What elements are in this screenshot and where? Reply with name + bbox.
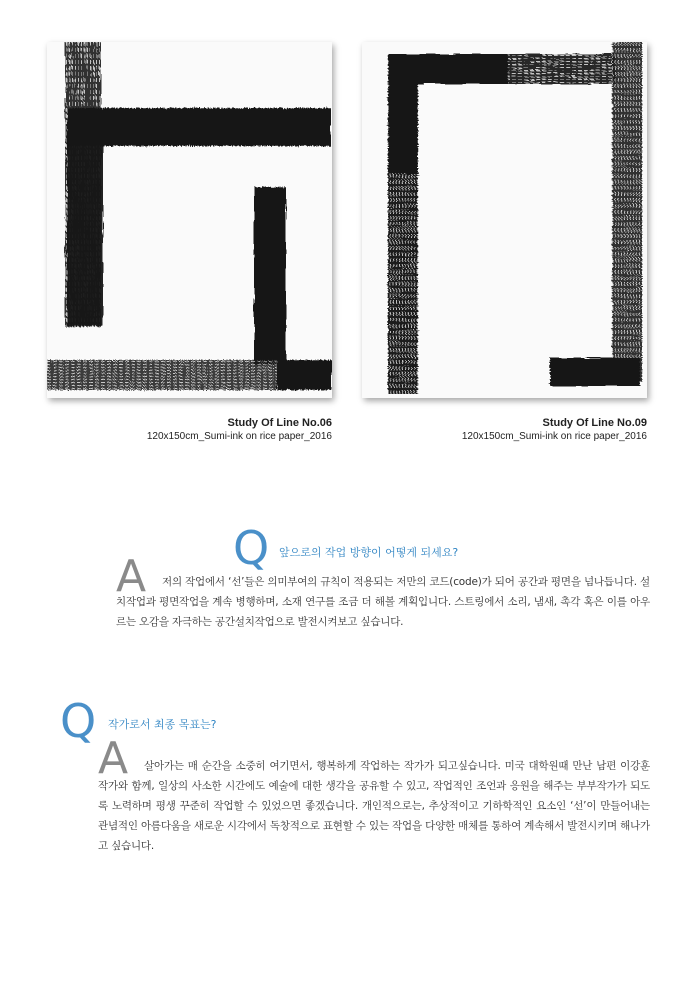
artwork-study-of-line-09 — [362, 42, 647, 398]
ink-painting-09 — [362, 42, 647, 398]
artwork-meta: 120x150cm_Sumi-ink on rice paper_2016 — [146, 431, 332, 442]
answer-text: 살아가는 매 순간을 소중히 여기면서, 행복하게 작업하는 작가가 되고싶습니다. 미국 대학원때 만난 남편 이강훈 작가와 함께, 일상의 사소한 시간에도 예술에 대한 생각을 공유할 수 있고, 작업적인 조언과 응원을 해주는 부부작가가 되도록 노력하며 평생 꾸준히 작업할 수 있었으면 좋겠습니다. 개인적으로는, 추상적이고 기하학적인 요소인 ‘선’이 만들어내는 관념적인 아름다움을 새로운 시각에서 독창적으로 표현할 수 있는 작업을 다양한 매체를 통하여 계속해서 발전시키며 해나가고 싶습니다. — [98, 760, 650, 852]
answer-paragraph — [116, 572, 650, 632]
question-marker: Q — [233, 521, 270, 575]
artwork-meta: 120x150cm_Sumi-ink on rice paper_2016 — [461, 431, 647, 442]
artwork-title: Study Of Line No.06 — [227, 417, 332, 429]
question-text: 앞으로의 작업 방향이 어떻게 되세요? — [279, 546, 459, 559]
question-text: 작가로서 최종 목표는? — [108, 718, 217, 731]
question-marker: Q — [60, 694, 97, 748]
answer-marker: A — [98, 733, 129, 784]
artwork-caption-06 — [32, 416, 332, 443]
artwork-caption-09 — [347, 416, 647, 443]
artwork-study-of-line-06 — [47, 42, 332, 398]
answer-marker: A — [116, 551, 147, 602]
ink-painting-06 — [47, 42, 332, 398]
answer-text: 저의 작업에서 ‘선’들은 의미부여의 규칙이 적용되는 저만의 코드(code)가 되어 공간과 평면을 넘나듭니다. 설치작업과 평면작업을 계속 병행하며, 소재 연구를 조금 더 해볼 계획입니다. 스트링에서 소리, 냄새, 촉각 혹은 이를 아우르는 오감을 자극하는 공간설치작업으로 발전시켜보고 싶습니다. — [116, 576, 650, 628]
answer-paragraph — [98, 756, 650, 856]
artwork-title: Study Of Line No.09 — [542, 417, 647, 429]
